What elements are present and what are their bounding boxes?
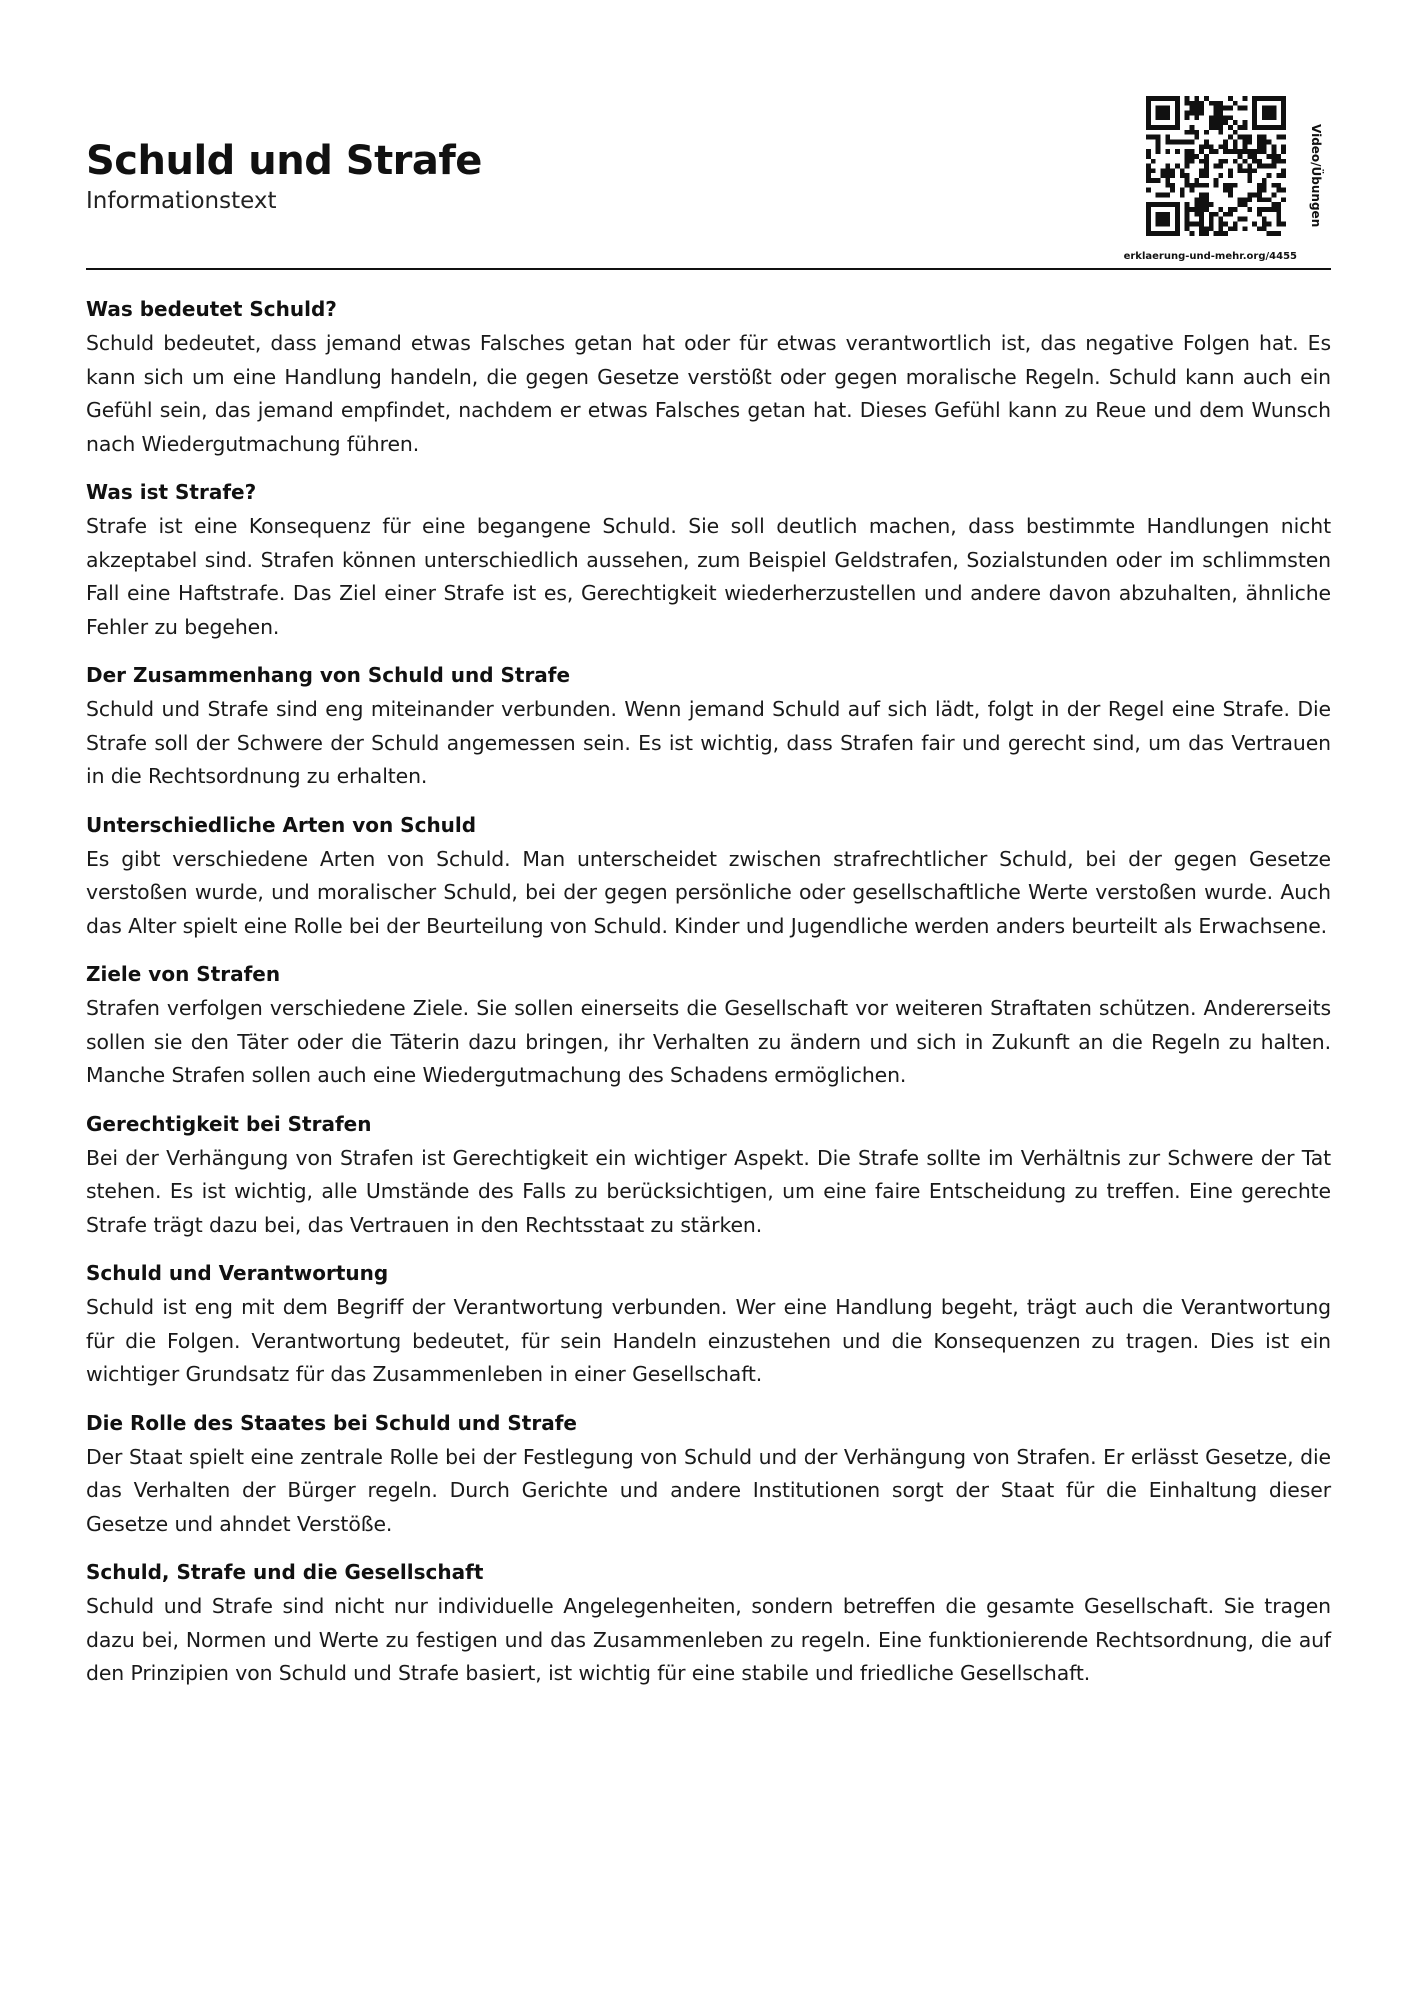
- qr-code-graphic: [1146, 96, 1286, 236]
- section-paragraph: Strafen verfolgen verschiedene Ziele. Sie sollen einerseits die Gesellschaft vor weiteren Straftaten schützen. Andererseits sollen sie den Täter oder die Täterin dazu bringen, ihr Verhalten zu ändern und sich in Zukunft an die Regeln zu halten. Manche Strafen sollen auch eine Wiedergutmachung des Schadens ermöglichen.: [86, 996, 1331, 1087]
- section-was-bedeutet-schuld: [86, 292, 1331, 461]
- section-heading: Die Rolle des Staates bei Schuld und Strafe: [86, 1410, 577, 1435]
- header-divider: [86, 268, 1331, 270]
- section-heading: Unterschiedliche Arten von Schuld: [86, 812, 477, 837]
- section-paragraph: Der Staat spielt eine zentrale Rolle bei der Festlegung von Schuld und der Verhängung von Strafen. Er erlässt Gesetze, die das Verhalten der Bürger regeln. Durch Gerichte und andere Institutionen sorgt der Staat für die Einhaltung dieser Gesetze und ahndet Verstöße.: [86, 1444, 1331, 1536]
- section-ziele-von-strafen: [86, 957, 1331, 1093]
- section-heading: Der Zusammenhang von Schuld und Strafe: [86, 663, 571, 687]
- section-rolle-des-staates: [86, 1406, 1331, 1542]
- section-gesellschaft: [86, 1555, 1331, 1691]
- video-exercises-label: Video/Übungen: [1309, 124, 1323, 228]
- section-arten-von-schuld: [86, 808, 1331, 944]
- section-heading: Schuld, Strafe und die Gesellschaft: [86, 1560, 484, 1584]
- section-paragraph: Schuld bedeutet, dass jemand etwas Falsches getan hat oder für etwas verantwortlich ist, das negative Folgen hat. Es kann sich um eine Handlung handeln, die gegen Gesetze verstößt oder gegen moralische Regeln. Schuld kann auch ein Gefühl sein, das jemand empfindet, nachdem er etwas Falsches getan hat. Dieses Gefühl kann zu Reue und dem Wunsch nach Wiedergutmachung führen.: [86, 331, 1331, 456]
- section-paragraph: Schuld und Strafe sind nicht nur individuelle Angelegenheiten, sondern betreffen die gesamte Gesellschaft. Sie tragen dazu bei, Normen und Werte zu festigen und das Zusammenleben zu regeln. Eine funktionierende Rechtsordnung, die auf den Prinzipien von Schuld und Strafe basiert, ist wichtig für eine stabile und friedliche Gesellschaft.: [86, 1594, 1331, 1685]
- section-heading: Gerechtigkeit bei Strafen: [86, 1111, 372, 1136]
- section-heading: Schuld und Verantwortung: [86, 1261, 389, 1285]
- section-heading: Was ist Strafe?: [86, 480, 257, 504]
- article-body: [86, 292, 1331, 1705]
- page-title: Schuld und Strafe: [86, 138, 482, 184]
- section-zusammenhang: [86, 658, 1331, 794]
- section-paragraph: Es gibt verschiedene Arten von Schuld. Man unterscheidet zwischen strafrechtlicher Schuld, bei der gegen Gesetze verstoßen wurde, und moralischer Schuld, bei der gegen persönliche oder gesellschaftliche Werte verstoßen wurde. Auch das Alter spielt eine Rolle bei der Beurteilung von Schuld. Kinder und Jugendliche werden anders beurteilt als Erwachsene.: [86, 846, 1331, 938]
- section-paragraph: Bei der Verhängung von Strafen ist Gerechtigkeit ein wichtiger Aspekt. Die Strafe sollte im Verhältnis zur Schwere der Tat stehen. Es ist wichtig, alle Umstände des Falls zu berücksichtigen, um eine faire Entscheidung zu treffen. Eine gerechte Strafe trägt dazu bei, das Vertrauen in den Rechtsstaat zu stärken.: [86, 1145, 1331, 1237]
- section-heading: Ziele von Strafen: [86, 962, 281, 986]
- qr-code-icon[interactable]: [1146, 96, 1286, 236]
- section-verantwortung: [86, 1256, 1331, 1392]
- section-paragraph: Strafe ist eine Konsequenz für eine begangene Schuld. Sie soll deutlich machen, dass bestimmte Handlungen nicht akzeptabel sind. Strafen können unterschiedlich aussehen, zum Beispiel Geldstrafen, Sozialstunden oder im schlimmsten Fall eine Haftstrafe. Das Ziel einer Strafe ist es, Gerechtigkeit wiederherzustellen und andere davon abzuhalten, ähnliche Fehler zu begehen.: [86, 514, 1331, 639]
- section-gerechtigkeit: [86, 1107, 1331, 1243]
- section-paragraph: Schuld ist eng mit dem Begriff der Verantwortung verbunden. Wer eine Handlung begeht, trägt auch die Verantwortung für die Folgen. Verantwortung bedeutet, für sein Handeln einzustehen und die Konsequenzen zu tragen. Dies ist ein wichtiger Grundsatz für das Zusammenleben in einer Gesellschaft.: [86, 1295, 1331, 1386]
- section-was-ist-strafe: [86, 475, 1331, 644]
- source-url[interactable]: erklaerung-und-mehr.org/4455: [1123, 251, 1297, 262]
- page-subtitle: Informationstext: [86, 188, 277, 214]
- section-paragraph: Schuld und Strafe sind eng miteinander verbunden. Wenn jemand Schuld auf sich lädt, folgt in der Regel eine Strafe. Die Strafe soll der Schwere der Schuld angemessen sein. Es ist wichtig, dass Strafen fair und gerecht sind, um das Vertrauen in die Rechtsordnung zu erhalten.: [86, 697, 1331, 788]
- section-heading: Was bedeutet Schuld?: [86, 297, 337, 321]
- page-header: [86, 96, 1331, 268]
